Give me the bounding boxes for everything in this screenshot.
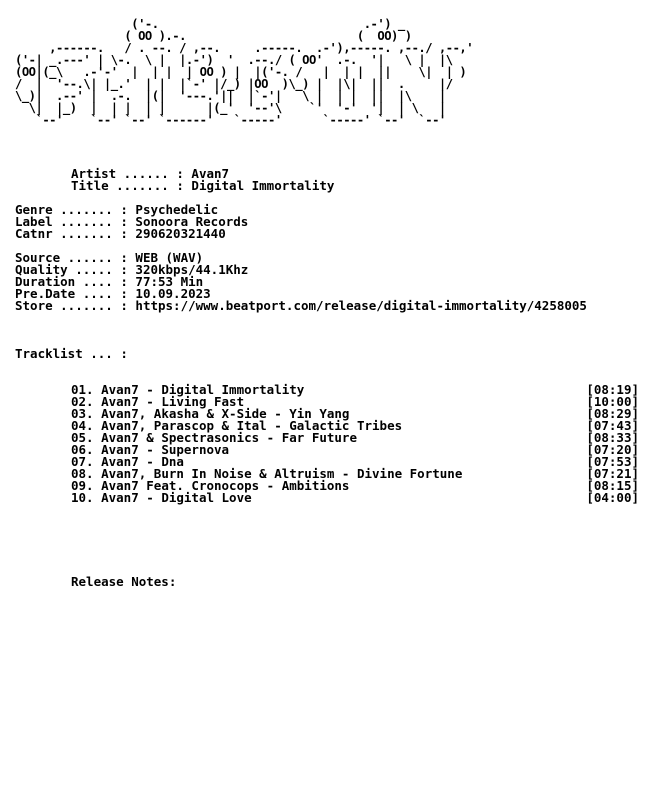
catnr-line <box>15 228 645 240</box>
track-time: [10:00] <box>586 394 639 409</box>
track-row <box>15 492 645 504</box>
nfo-body <box>15 168 645 588</box>
track-time: [07:53] <box>586 454 639 469</box>
artist-value: Avan7 <box>191 166 230 181</box>
title-value: Digital Immortality <box>191 178 335 193</box>
track-time: [08:19] <box>586 382 639 397</box>
source-value: WEB (WAV) <box>135 250 204 265</box>
catnr-value: 290620321440 <box>135 226 226 241</box>
title-key: Title ....... : <box>71 178 184 193</box>
track-time: [08:15] <box>586 478 639 493</box>
label-value: Sonoora Records <box>135 214 249 229</box>
title-line <box>15 180 645 192</box>
track-name: Avan7, Parascop & Ital - Galactic Tribes <box>101 418 403 433</box>
track-name: Avan7 - Supernova <box>101 442 230 457</box>
track-time: [04:00] <box>586 490 639 505</box>
track-name: Avan7 - Digital Immortality <box>101 382 305 397</box>
duration-key: Duration .... : <box>15 274 128 289</box>
catnr-key: Catnr ....... : <box>15 226 128 241</box>
duration-value: 77:53 Min <box>135 274 204 289</box>
track-number: 01. <box>71 382 94 397</box>
quality-key: Quality ..... : <box>15 262 128 277</box>
track-number: 10. <box>71 490 94 505</box>
track-number: 05. <box>71 430 94 445</box>
track-time: [07:21] <box>586 466 639 481</box>
predate-key: Pre.Date .... : <box>15 286 128 301</box>
genre-key: Genre ....... : <box>15 202 128 217</box>
tracklist-heading: Tracklist ... : <box>15 346 128 361</box>
track-number: 09. <box>71 478 94 493</box>
track-name: Avan7 - Living Fast <box>101 394 245 409</box>
track-name: Avan7 - Digital Love <box>101 490 252 505</box>
track-time: [08:29] <box>586 406 639 421</box>
track-number: 03. <box>71 406 94 421</box>
track-name: Avan7 & Spectrasonics - Far Future <box>101 430 357 445</box>
track-time: [07:43] <box>586 418 639 433</box>
track-time: [08:33] <box>586 430 639 445</box>
track-name: Avan7 Feat. Cronocops - Ambitions <box>101 478 350 493</box>
predate-value: 10.09.2023 <box>135 286 211 301</box>
release-notes-heading: Release Notes: <box>71 574 177 589</box>
track-number: 04. <box>71 418 94 433</box>
track-number: 06. <box>71 442 94 457</box>
track-time: [07:20] <box>586 442 639 457</box>
track-name: Avan7 - Dna <box>101 454 184 469</box>
genre-value: Psychedelic <box>135 202 219 217</box>
track-number: 08. <box>71 466 94 481</box>
store-line <box>15 300 645 312</box>
store-key: Store ....... : <box>15 298 128 313</box>
source-key: Source ...... : <box>15 250 128 265</box>
artist-key: Artist ...... : <box>71 166 184 181</box>
quality-value: 320kbps/44.1Khz <box>135 262 249 277</box>
track-number: 02. <box>71 394 94 409</box>
track-name: Avan7, Akasha & X-Side - Yin Yang <box>101 406 350 421</box>
ascii-logo: ('-. .-') _ ( OO ).-. ( OO) ) ,------. / . --. / ,--. .-----. .-'),-----. ,--./ ,--,' ('-| _.---' | \-. \ | |.-') ' .--./ ( OO' .-. '| \ | |\ (OO|(_\ .-'-' | | | | OO ) | |('-. / | | | || \| | ) / | '--.\| |_.' | | |`-' |/_) |OO )\_) | |\| || . |/ \_)| .--' | .-. |(| '---.'|| |`-'| \ | | | || |\ | \| |_) | | | | | |(_' '--'\ `' '-' '| | \ | `--' `--' `--' `------' `-----' `-----' `--' `--' <box>15 17 474 127</box>
track-name: Avan7, Burn In Noise & Altruism - Divine Fortune <box>101 466 463 481</box>
label-key: Label ....... : <box>15 214 128 229</box>
store-value: https://www.beatport.com/release/digital-immortality/4258005 <box>135 298 587 313</box>
track-number: 07. <box>71 454 94 469</box>
